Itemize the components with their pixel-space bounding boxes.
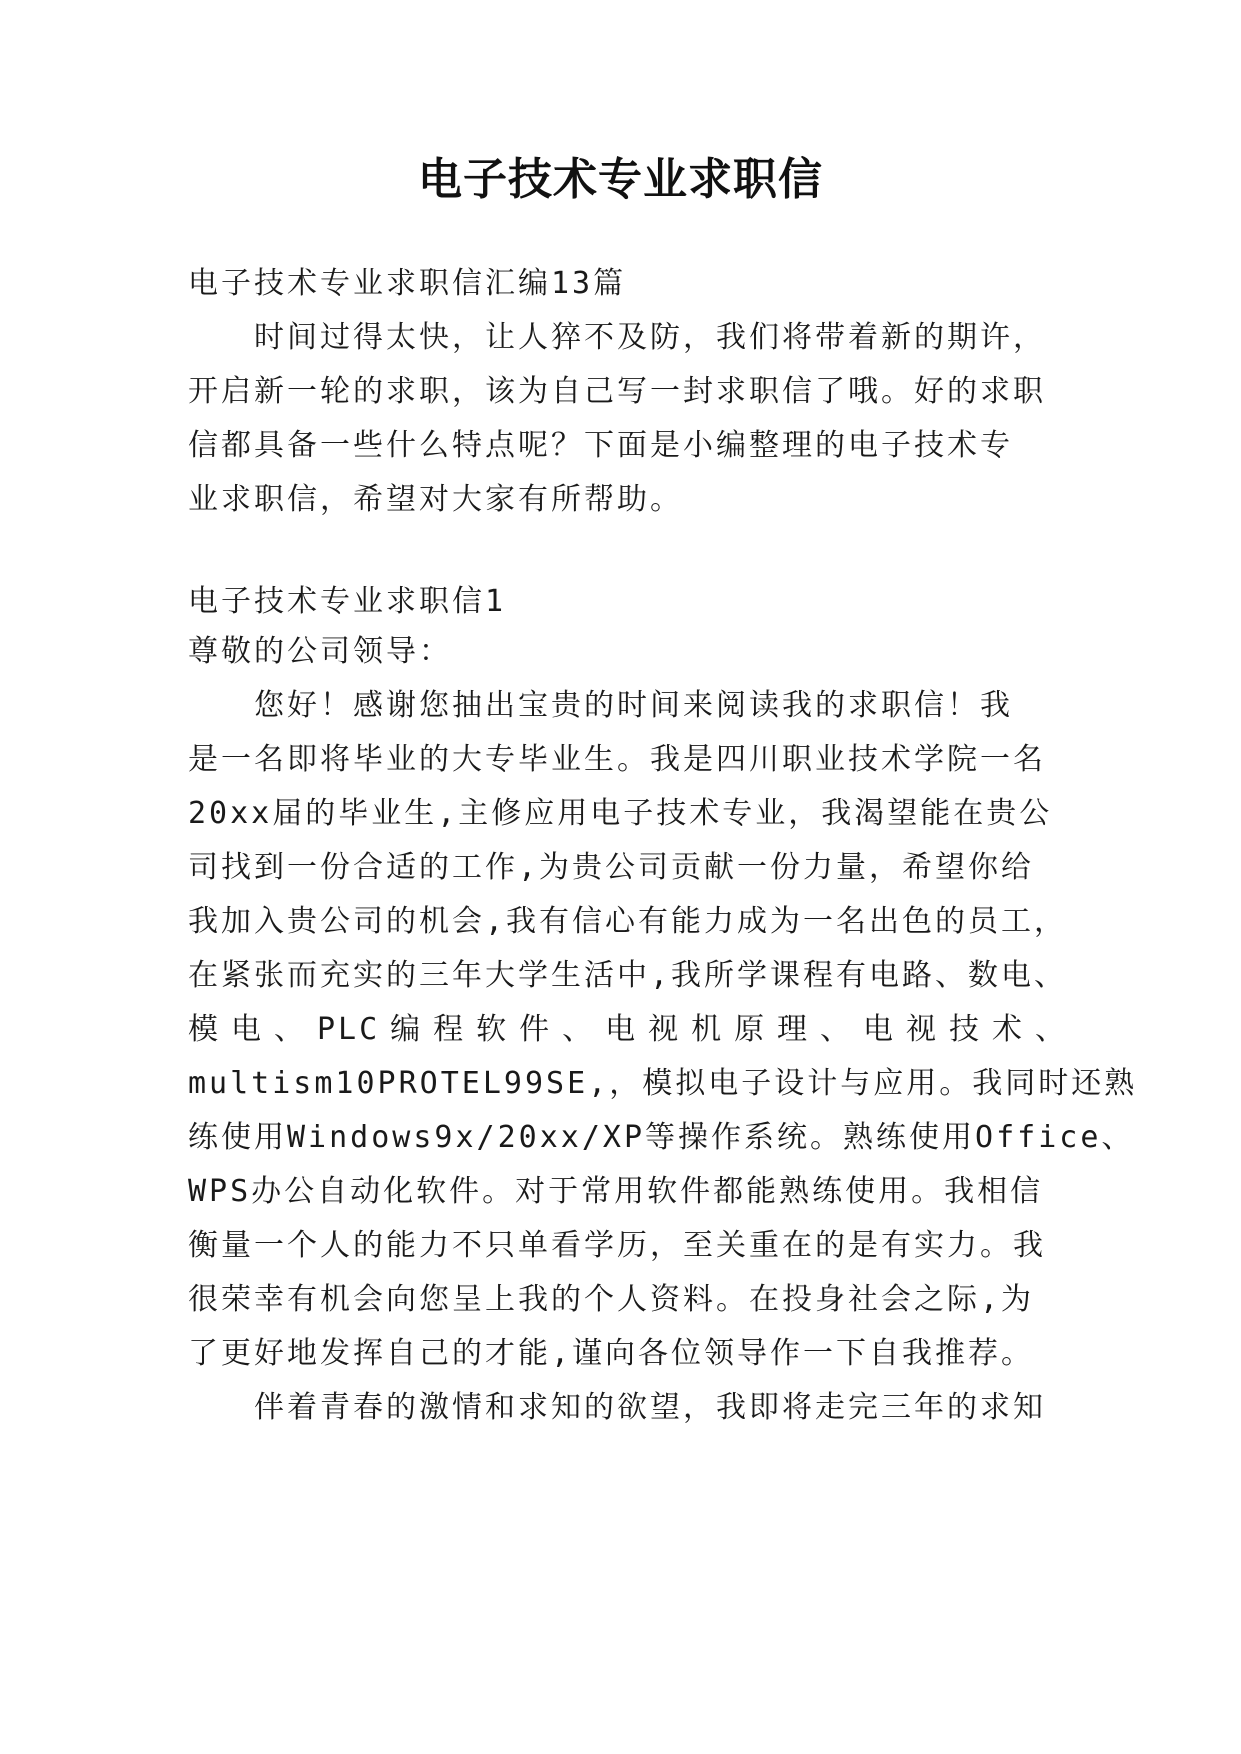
document-title: 电子技术专业求职信 [418, 154, 823, 205]
body-line: multism10PROTEL99SE,，模拟电子设计与应用。我同时还熟 [188, 1066, 1138, 1101]
salutation: 尊敬的公司领导： [188, 634, 452, 669]
intro-line: 开启新一轮的求职，该为自己写一封求职信了哦。好的求职 [188, 374, 1046, 409]
body-line: 我加入贵公司的机会,我有信心有能力成为一名出色的员工， [188, 904, 1068, 939]
body-line: 您好！感谢您抽出宝贵的时间来阅读我的求职信！我 [254, 688, 1013, 723]
intro-line: 业求职信，希望对大家有所帮助。 [188, 482, 683, 517]
body-line: 模电、PLC编程软件、电视机原理、电视技术、 [188, 1012, 1068, 1047]
body-line: WPS办公自动化软件。对于常用软件都能熟练使用。我相信 [188, 1174, 1044, 1209]
body-line: 是一名即将毕业的大专毕业生。我是四川职业技术学院一名 [188, 742, 1046, 777]
intro-line: 时间过得太快，让人猝不及防，我们将带着新的期许， [254, 320, 1046, 355]
body-line: 伴着青春的激情和求知的欲望，我即将走完三年的求知 [254, 1390, 1046, 1425]
document-subtitle: 电子技术专业求职信汇编13篇 [188, 266, 627, 301]
section-heading: 电子技术专业求职信1 [188, 584, 507, 619]
body-line: 在紧张而充实的三年大学生活中,我所学课程有电路、数电、 [188, 958, 1068, 993]
body-line: 练使用Windows9x/20xx/XP等操作系统。熟练使用Office、 [188, 1120, 1135, 1155]
body-line: 衡量一个人的能力不只单看学历，至关重在的是有实力。我 [188, 1228, 1046, 1263]
body-line: 很荣幸有机会向您呈上我的个人资料。在投身社会之际,为 [188, 1282, 1035, 1317]
body-line: 20xx届的毕业生,主修应用电子技术专业，我渴望能在贵公 [188, 796, 1053, 831]
body-line: 司找到一份合适的工作,为贵公司贡献一份力量，希望你给 [188, 850, 1035, 885]
intro-line: 信都具备一些什么特点呢？下面是小编整理的电子技术专 [188, 428, 1013, 463]
body-line: 了更好地发挥自己的才能,谨向各位领导作一下自我推荐。 [188, 1336, 1035, 1371]
